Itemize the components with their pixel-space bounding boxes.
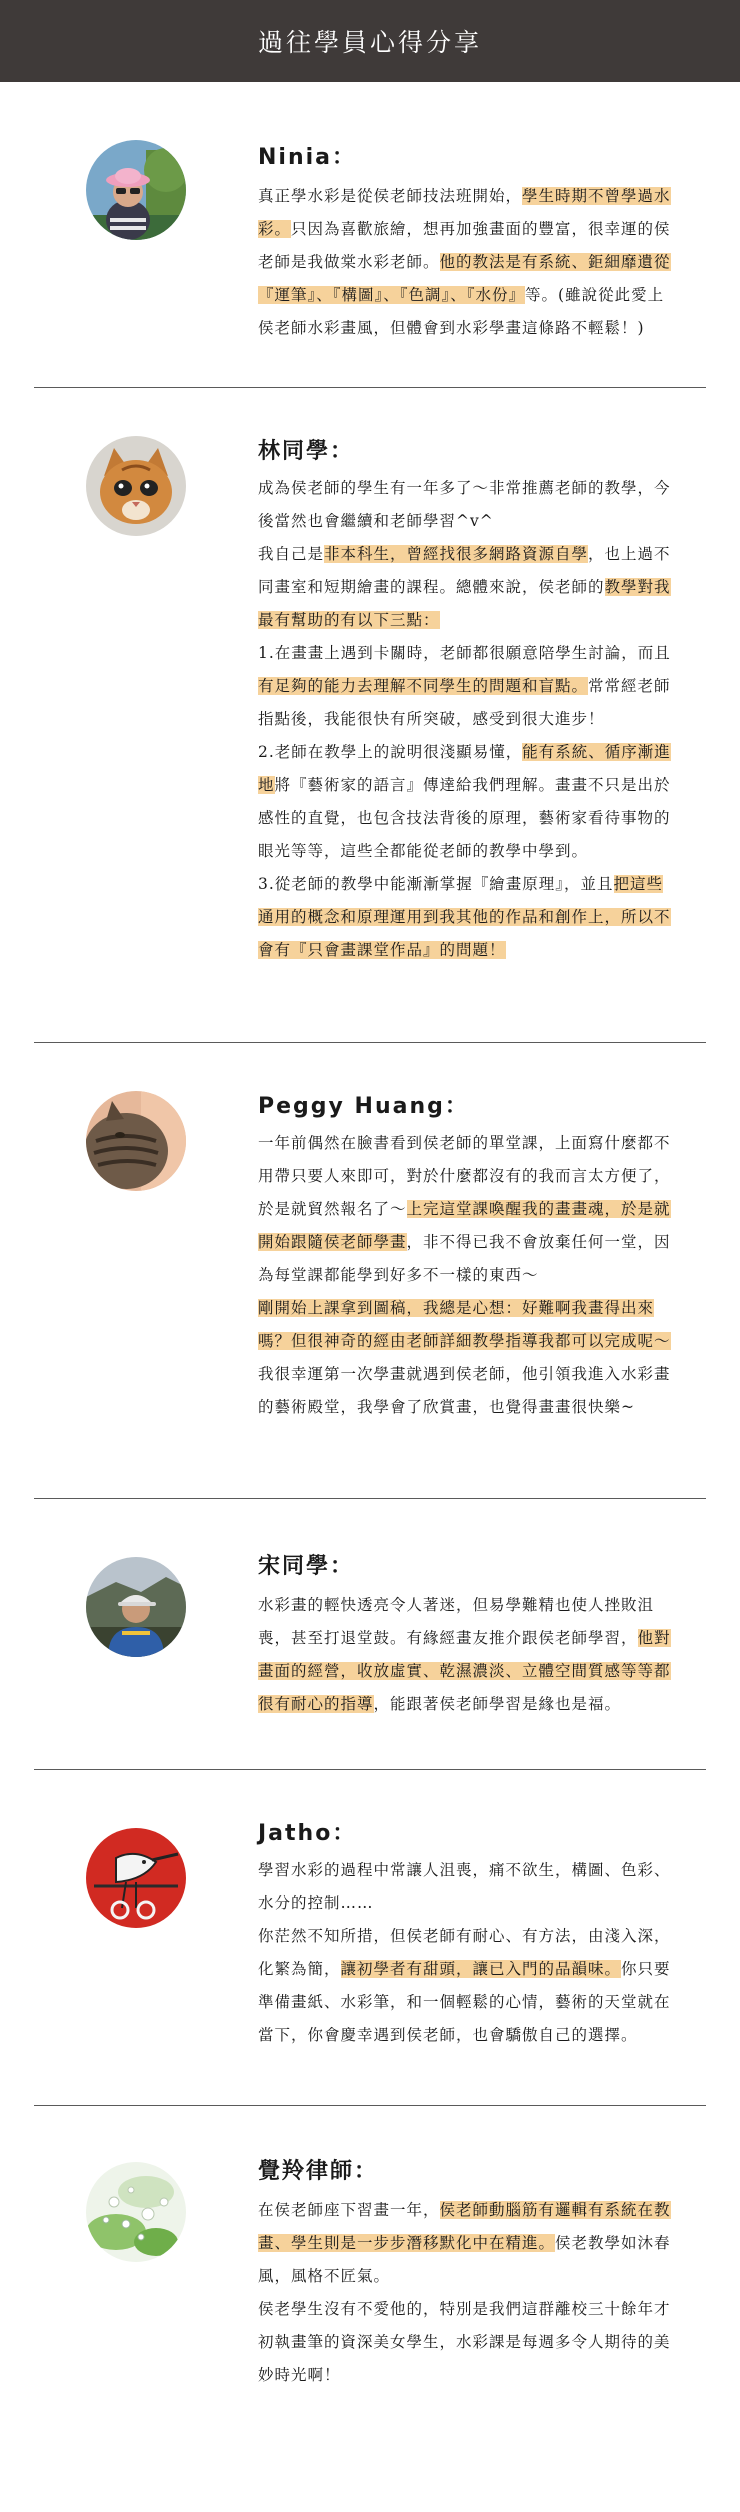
highlighted-text: 他對畫面的經營，收放虛實、乾濕濃淡、立體空間質感等等都很有耐心的指導 bbox=[258, 1629, 671, 1713]
text-segment: 2.老師在教學上的說明很淺顯易懂， bbox=[258, 743, 523, 761]
testimonial-paragraph bbox=[258, 1292, 678, 1424]
highlighted-text: 學生時期不曾學過水彩。 bbox=[258, 187, 671, 238]
testimonial-paragraph bbox=[258, 868, 678, 967]
testimonial-paragraph bbox=[258, 637, 678, 736]
testimonial-name: 林同學： bbox=[258, 439, 355, 464]
highlighted-text: 教學對我最有幫助的有以下三點： bbox=[258, 578, 671, 629]
testimonial-jatho bbox=[34, 1770, 706, 2106]
testimonial-ninia bbox=[34, 82, 706, 388]
text-segment: ，也上過不同畫室和短期繪畫的課程。總體來說，侯老師的 bbox=[258, 545, 671, 596]
testimonial-name: Peggy Huang： bbox=[258, 1094, 469, 1119]
testimonial-paragraph bbox=[258, 538, 678, 637]
testimonial-name: 覺羚律師： bbox=[258, 2159, 379, 2184]
text-segment: 侯老學生沒有不愛他的，特別是我們這群離校三十餘年才初執畫筆的資深美女學生，水彩課是每週多令人期待的美妙時光啊！ bbox=[258, 2300, 671, 2384]
highlighted-text: 能有系統、循序漸進地 bbox=[258, 743, 671, 794]
text-segment: 水彩畫的輕快透亮令人著迷，但易學難精也使人挫敗沮喪，甚至打退堂鼓。有緣經畫友推介跟侯老師學習， bbox=[258, 1596, 655, 1647]
testimonial-name: Ninia： bbox=[258, 145, 357, 170]
text-segment: 學習水彩的過程中常讓人沮喪，痛不欲生，構圖、色彩、水分的控制…… bbox=[258, 1861, 671, 1912]
water-droplets-avatar bbox=[86, 2162, 186, 2262]
highlighted-text: 侯老師動腦筋有邏輯有系統在教畫、學生則是一步步潛移默化中在精進。 bbox=[258, 2201, 671, 2252]
text-segment: 常常經老師指點後，我能很快有所突破，感受到很大進步！ bbox=[258, 677, 671, 728]
text-segment: ，非不得已我不會放棄任何一堂，因為每堂課都能學到好多不一樣的東西～ bbox=[258, 1233, 671, 1284]
testimonial-lin bbox=[34, 388, 706, 1043]
testimonial-paragraph bbox=[258, 736, 678, 868]
text-segment: 等。(雖說從此愛上侯老師水彩畫風，但體會到水彩學畫這條路不輕鬆！) bbox=[258, 286, 665, 337]
text-segment: 你茫然不知所措，但侯老師有耐心、有方法，由淺入深，化繁為簡， bbox=[258, 1927, 671, 1978]
man-with-cap-avatar bbox=[86, 1557, 186, 1657]
highlighted-text: 有足夠的能力去理解不同學生的問題和盲點。 bbox=[258, 677, 589, 695]
testimonial-paragraph bbox=[258, 1127, 678, 1292]
text-segment: 我自己是 bbox=[258, 545, 325, 563]
page-title: 過往學員心得分享 bbox=[257, 28, 482, 57]
text-segment: 將『藝術家的語言』傳達給我們理解。畫畫不只是出於感性的直覺，也包含技法背後的原理，藝術家看待事物的眼光等等，這些全都能從老師的教學中學到。 bbox=[258, 776, 671, 860]
text-segment: 在侯老師座下習畫一年， bbox=[258, 2201, 440, 2219]
testimonial-body bbox=[258, 2194, 678, 2392]
testimonial-name: Jatho： bbox=[258, 1821, 357, 1846]
page-header bbox=[0, 0, 740, 82]
testimonial-body bbox=[258, 1589, 678, 1721]
testimonial-paragraph bbox=[258, 1854, 678, 1920]
testimonial-body bbox=[258, 1127, 678, 1424]
text-segment: 你只要準備畫紙、水彩筆，和一個輕鬆的心情，藝術的天堂就在當下，你會慶幸遇到侯老師，也會驕傲自己的選擇。 bbox=[258, 1960, 671, 2044]
text-segment: 真正學水彩是從侯老師技法班開始， bbox=[258, 187, 523, 205]
highlighted-text: 他的教法是有系統、鉅細靡遺從『運筆』、『構圖』、『色調』、『水份』 bbox=[258, 253, 671, 304]
text-segment: 3.從老師的教學中能漸漸掌握『繪畫原理』，並且 bbox=[258, 875, 614, 893]
highlighted-text: 剛開始上課拿到圖稿，我總是心想：好難啊我畫得出來嗎？但很神奇的經由老師詳細教學指導我都可以完成呢～ bbox=[258, 1299, 671, 1350]
highlighted-text: 讓初學者有甜頭，讓已入門的品韻味。 bbox=[340, 1960, 622, 1978]
testimonial-paragraph bbox=[258, 1920, 678, 2052]
highlighted-text: 上完這堂課喚醒我的畫畫魂，於是就開始跟隨侯老師學畫 bbox=[258, 1200, 671, 1251]
testimonial-paragraph bbox=[258, 2293, 678, 2392]
testimonial-body bbox=[258, 1854, 678, 2052]
text-segment: ，能跟著侯老師學習是緣也是福。 bbox=[373, 1695, 622, 1713]
testimonial-lawyer bbox=[34, 2106, 706, 2512]
text-segment: 我很幸運第一次學畫就遇到侯老師，他引領我進入水彩畫的藝術殿堂，我學會了欣賞畫，也覺得畫畫很快樂~ bbox=[258, 1365, 671, 1416]
bird-illustration-avatar bbox=[86, 1828, 186, 1928]
testimonial-paragraph bbox=[258, 472, 678, 538]
cat-avatar bbox=[86, 436, 186, 536]
tabby-cat-avatar bbox=[86, 1091, 186, 1191]
testimonial-paragraph bbox=[258, 180, 678, 345]
highlighted-text: 非本科生，曾經找很多網路資源自學 bbox=[324, 545, 589, 563]
text-segment: 一年前偶然在臉書看到侯老師的單堂課，上面寫什麼都不用帶只要人來即可，對於什麼都沒有的我而言太方便了，於是就貿然報名了～ bbox=[258, 1134, 671, 1218]
text-segment: 侯老教學如沐春風，風格不匠氣。 bbox=[258, 2234, 671, 2285]
testimonial-body bbox=[258, 180, 678, 345]
highlighted-text: 把這些通用的概念和原理運用到我其他的作品和創作上，所以不會有『只會畫課堂作品』的問題！ bbox=[258, 875, 671, 959]
text-segment: 1.在畫畫上遇到卡關時，老師都很願意陪學生討論，而且 bbox=[258, 644, 671, 662]
person-with-sunglasses-avatar bbox=[86, 140, 186, 240]
testimonial-peggy-huang bbox=[34, 1043, 706, 1499]
testimonial-body bbox=[258, 472, 678, 967]
testimonial-paragraph bbox=[258, 2194, 678, 2293]
testimonial-song bbox=[34, 1499, 706, 1770]
text-segment: 只因為喜歡旅繪，想再加強畫面的豐富，很幸運的侯老師是我做棠水彩老師。 bbox=[258, 220, 671, 271]
testimonial-name: 宋同學： bbox=[258, 1554, 355, 1579]
text-segment: 成為侯老師的學生有一年多了～非常推薦老師的教學，今後當然也會繼續和老師學習^v^ bbox=[258, 479, 671, 530]
testimonial-paragraph bbox=[258, 1589, 678, 1721]
